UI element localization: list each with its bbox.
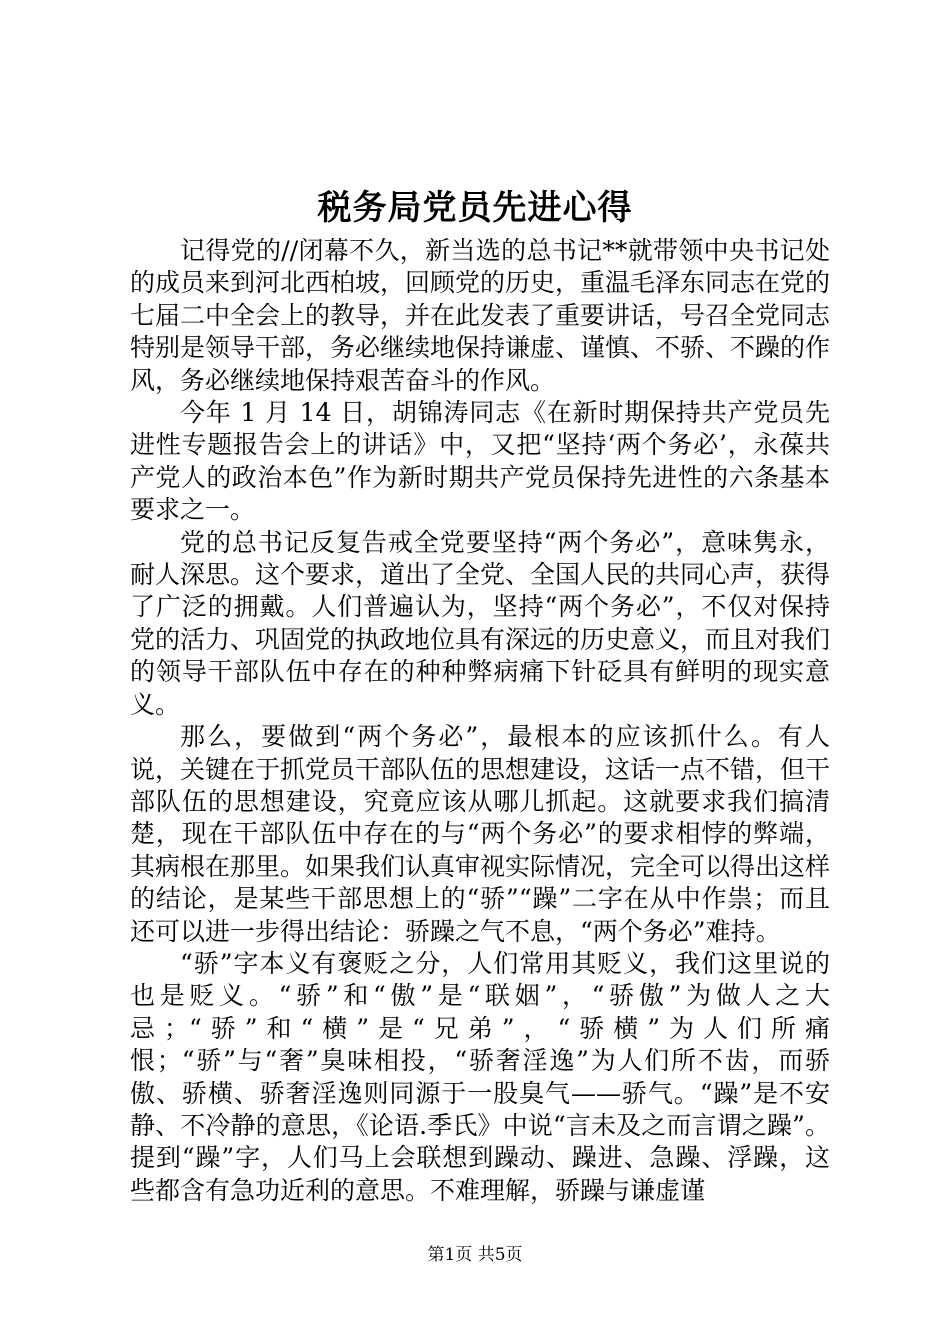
paragraph: 那么，要做到“两个务必”，最根本的应该抓什么。有人说，关键在于抓党员干部队伍的思想建设，这话一点不错，但干部队伍的思想建设，究竟应该从哪儿抓起。这就要求我们搞清楚，现在干部队伍中存在的与“两个务必”的要求相悖的弊端，其病根在那里。如果我们认真审视实际情况，完全可以得出这样的结论，是某些干部思想上的“骄”“躁”二字在从中作祟；而且还可以进一步得出结论：骄躁之气不息，“两个务必”难持。 xyxy=(130,722,831,946)
paragraph: “骄”字本义有褒贬之分，人们常用其贬义，我们这里说的也是贬义。“骄”和“傲”是“联姻”，“骄傲”为做人之大忌；“骄”和“横”是“兄弟”，“骄横”为人们所痛恨；“骄”与“奢”臭味相投，“骄奢淫逸”为人们所不齿，而骄傲、骄横、骄奢淫逸则同源于一股臭气——骄气。“躁”是不安静、不冷静的意思，《论语.季氏》中说“言未及之而言谓之躁”。提到“躁”字，人们马上会联想到躁动、躁进、急躁、浮躁，这些都含有急功近利的意思。不难理解，骄躁与谦虚谨 xyxy=(130,948,830,1205)
paragraph: 今年 1 月 14 日，胡锦涛同志《在新时期保持共产党员先进性专题报告会上的讲话》中，又把“坚持‘两个务必’，永葆共产党人的政治本色”作为新时期共产党员保持先进性的六条基本要求之一。 xyxy=(130,398,830,525)
paragraph: 记得党的//闭幕不久，新当选的总书记**就带领中央书记处的成员来到河北西柏坡，回顾党的历史，重温毛泽东同志在党的七届二中全会上的教导，并在此发表了重要讲话，号召全党同志特别是领导干部，务必继续地保持谦虚、谨慎、不骄、不躁的作风，务必继续地保持艰苦奋斗的作风。 xyxy=(130,236,831,395)
document-body xyxy=(130,235,830,1207)
page-number-footer: 第1页 共5页 xyxy=(427,1245,523,1265)
document-title: 税务局党员先进心得 xyxy=(317,188,633,228)
paragraph: 党的总书记反复告戒全党要坚持“两个务必”，意味隽永，耐人深思。这个要求，道出了全党、全国人民的共同心声，获得了广泛的拥戴。人们普遍认为，坚持“两个务必”，不仅对保持党的活力、巩固党的执政地位具有深远的历史意义，而且对我们的领导干部队伍中存在的种种弊病痛下针砭具有鲜明的现实意义。 xyxy=(130,527,831,719)
